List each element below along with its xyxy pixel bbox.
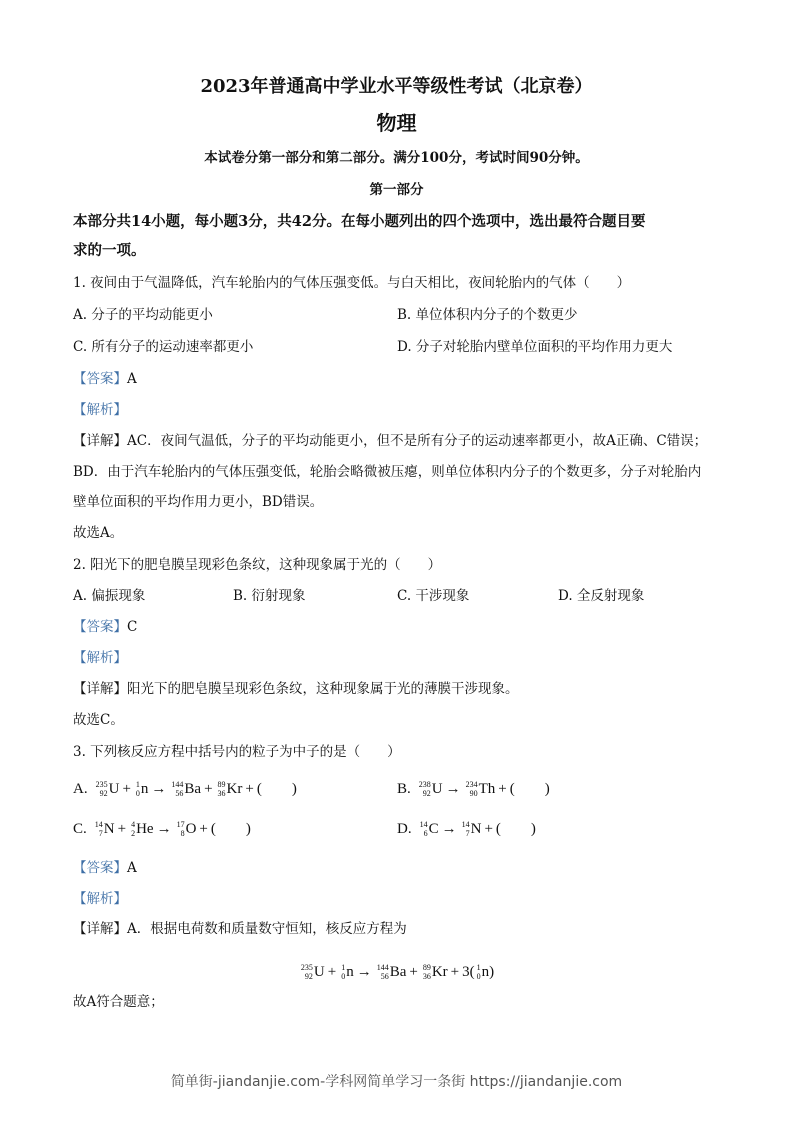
mass-number: 144 (171, 780, 184, 789)
equation-text: 3( (462, 964, 475, 980)
mass-number: 238 (418, 780, 431, 789)
atomic-number: 92 (304, 972, 313, 981)
q2-option-c: C. 干涉现象 (397, 588, 470, 604)
part-heading: 第一部分 (369, 182, 424, 198)
exam-note: 本试卷分第一部分和第二部分。满分100分，考试时间90分钟。 (204, 150, 589, 166)
nuclear-equation (397, 780, 550, 798)
atomic-number: 0 (341, 972, 346, 981)
element-symbol: Ba (184, 781, 202, 797)
q3-option-a (73, 780, 297, 798)
nuclide-numbers (301, 963, 313, 981)
q1-option-c: C. 所有分子的运动速率都更小 (73, 339, 254, 355)
instruction-line-2: 求的一项。 (73, 242, 146, 259)
operator: → (151, 781, 167, 797)
mass-number: 89 (422, 963, 431, 972)
detail-text: 阳光下的肥皂膜呈现彩色条纹，这种现象属于光的薄膜干涉现象。 (127, 681, 519, 697)
equation-text: ( ) (210, 821, 251, 837)
element-symbol: n (140, 781, 149, 797)
answer-tag: 【答案】 (73, 619, 127, 635)
atomic-number: 0 (135, 789, 140, 798)
q3-conclusion: 故A符合题意； (73, 994, 164, 1010)
answer-tag: 【答案】 (73, 860, 127, 876)
operator: → (441, 821, 457, 837)
footer-watermark: 简单街-jiandanjie.com-学科网简单学习一条街 https://jiandanjie.com (170, 1074, 623, 1090)
nuclear-equation (73, 820, 251, 838)
mass-number: 17 (176, 820, 185, 829)
q1-option-a: A. 分子的平均动能更小 (73, 307, 213, 323)
q2-option-b: B. 衍射现象 (233, 588, 306, 604)
atomic-number: 0 (476, 972, 481, 981)
mass-number: 89 (217, 780, 226, 789)
exam-title: 2023年普通高中学业水平等级性考试（北京卷） (200, 76, 593, 97)
q3-option-b (397, 780, 550, 798)
instruction-line-1: 本部分共14小题，每小题3分，共42分。在每小题列出的四个选项中，选出最符合题目要 (73, 213, 646, 230)
q1-detail-2: BD．由于汽车轮胎内的气体压强变低，轮胎会略微被压瘪，则单位体积内分子的个数更多，分子对轮胎内 (73, 464, 702, 480)
q2-option-a: A. 偏振现象 (73, 588, 146, 604)
element-symbol: U (108, 781, 120, 797)
element-symbol: Kr (226, 781, 243, 797)
nuclide-numbers (341, 963, 345, 981)
nuclide-numbers (177, 820, 185, 838)
element-symbol: C (428, 821, 439, 837)
element-symbol: n (481, 964, 490, 980)
element-symbol: Th (478, 781, 496, 797)
nuclide-numbers (423, 963, 431, 981)
mass-number: 234 (465, 780, 478, 789)
q1-stem: 1. 夜间由于气温降低，汽车轮胎内的气体压强变低。与白天相比，夜间轮胎内的气体（ ） (73, 275, 631, 291)
q1-answer (73, 370, 137, 388)
mass-number: 1 (476, 963, 481, 972)
q3-analysis-tag: 【解析】 (73, 891, 127, 907)
operator: → (156, 821, 172, 837)
answer-tag: 【答案】 (73, 371, 127, 387)
answer-value: C (127, 619, 138, 635)
nuclide-numbers (95, 820, 103, 838)
q1-conclusion: 故选A。 (73, 525, 124, 541)
nuclide-numbers (419, 780, 431, 798)
operator: + (484, 821, 493, 837)
element-symbol: Kr (431, 964, 448, 980)
nuclide-numbers (420, 820, 428, 838)
element-symbol: U (431, 781, 443, 797)
mass-number: 235 (300, 963, 313, 972)
q2-analysis-tag: 【解析】 (73, 650, 127, 666)
equation-text: ( ) (509, 781, 550, 797)
element-symbol: O (185, 821, 197, 837)
mass-number: 235 (95, 780, 108, 789)
operator: + (245, 781, 254, 797)
detail-text: AC．夜间气温低，分子的平均动能更小，但不是所有分子的运动速率都更小，故A正确、C错误； (127, 433, 708, 449)
element-symbol: n (346, 964, 354, 980)
q2-detail-1 (73, 680, 519, 698)
detail-tag: 【详解】 (73, 681, 127, 697)
mass-number: 4 (131, 820, 136, 829)
mass-number: 1 (135, 780, 140, 789)
element-symbol: He (136, 821, 154, 837)
mass-number: 14 (94, 820, 103, 829)
element-symbol: Ba (389, 964, 407, 980)
nuclear-equation (299, 963, 494, 981)
equation-text: ( ) (495, 821, 536, 837)
option-label: C. (73, 821, 87, 837)
operator: + (498, 781, 507, 797)
nuclide-numbers (96, 780, 108, 798)
nuclide-numbers (136, 780, 140, 798)
detail-text: A．根据电荷数和质量数守恒知，核反应方程为 (127, 921, 407, 937)
mass-number: 144 (376, 963, 389, 972)
operator: + (409, 964, 418, 980)
q1-detail-3: 壁单位面积的平均作用力更小，BD错误。 (73, 494, 324, 510)
q3-answer (73, 859, 137, 877)
atomic-number: 56 (380, 972, 389, 981)
q2-option-d: D. 全反射现象 (558, 588, 645, 604)
nuclide-numbers (171, 780, 183, 798)
q2-stem: 2. 阳光下的肥皂膜呈现彩色条纹，这种现象属于光的（ ） (73, 557, 442, 573)
atomic-number: 7 (98, 829, 103, 838)
mass-number: 14 (461, 820, 470, 829)
nuclear-equation (397, 820, 536, 838)
detail-tag: 【详解】 (73, 921, 127, 937)
nuclide-numbers (131, 820, 135, 838)
atomic-number: 2 (131, 829, 136, 838)
equation-text: ) (489, 964, 495, 980)
element-symbol: N (103, 821, 115, 837)
atomic-number: 92 (99, 789, 108, 798)
subject-title: 物理 (376, 111, 417, 135)
option-label: D. (397, 821, 412, 837)
option-label: B. (397, 781, 411, 797)
detail-tag: 【详解】 (73, 433, 127, 449)
operator: + (122, 781, 131, 797)
operator: + (199, 821, 208, 837)
option-label: A. (73, 781, 88, 797)
answer-value: A (127, 860, 137, 876)
q1-option-b: B. 单位体积内分子的个数更少 (397, 307, 578, 323)
operator: + (117, 821, 127, 837)
q3-option-c (73, 820, 251, 838)
nuclide-numbers (377, 963, 389, 981)
operator: + (327, 964, 337, 980)
q1-option-d: D. 分子对轮胎内壁单位面积的平均作用力更大 (397, 339, 673, 355)
operator: + (450, 964, 460, 980)
operator: → (445, 781, 461, 797)
nuclide-numbers (462, 820, 470, 838)
q1-detail-1 (73, 432, 707, 450)
operator: + (204, 781, 213, 797)
atomic-number: 8 (180, 829, 185, 838)
atomic-number: 7 (465, 829, 470, 838)
q3-stem: 3. 下列核反应方程中括号内的粒子为中子的是（ ） (73, 744, 401, 760)
nuclide-numbers (477, 963, 481, 981)
q1-analysis-tag: 【解析】 (73, 402, 127, 418)
element-symbol: N (470, 821, 482, 837)
q2-answer (73, 618, 137, 636)
atomic-number: 36 (217, 789, 226, 798)
q2-conclusion: 故选C。 (73, 712, 124, 728)
atomic-number: 56 (175, 789, 184, 798)
mass-number: 14 (419, 820, 428, 829)
mass-number: 1 (341, 963, 346, 972)
element-symbol: U (313, 964, 325, 980)
nuclear-equation (73, 780, 297, 798)
atomic-number: 92 (422, 789, 431, 798)
q3-option-d (397, 820, 536, 838)
q3-equation (0, 957, 793, 981)
nuclide-numbers (218, 780, 226, 798)
q3-detail-1 (73, 920, 407, 938)
nuclide-numbers (466, 780, 478, 798)
answer-value: A (127, 371, 137, 387)
atomic-number: 90 (469, 789, 478, 798)
atomic-number: 36 (422, 972, 431, 981)
atomic-number: 6 (423, 829, 428, 838)
equation-text: ( ) (256, 781, 297, 797)
operator: → (356, 964, 372, 980)
